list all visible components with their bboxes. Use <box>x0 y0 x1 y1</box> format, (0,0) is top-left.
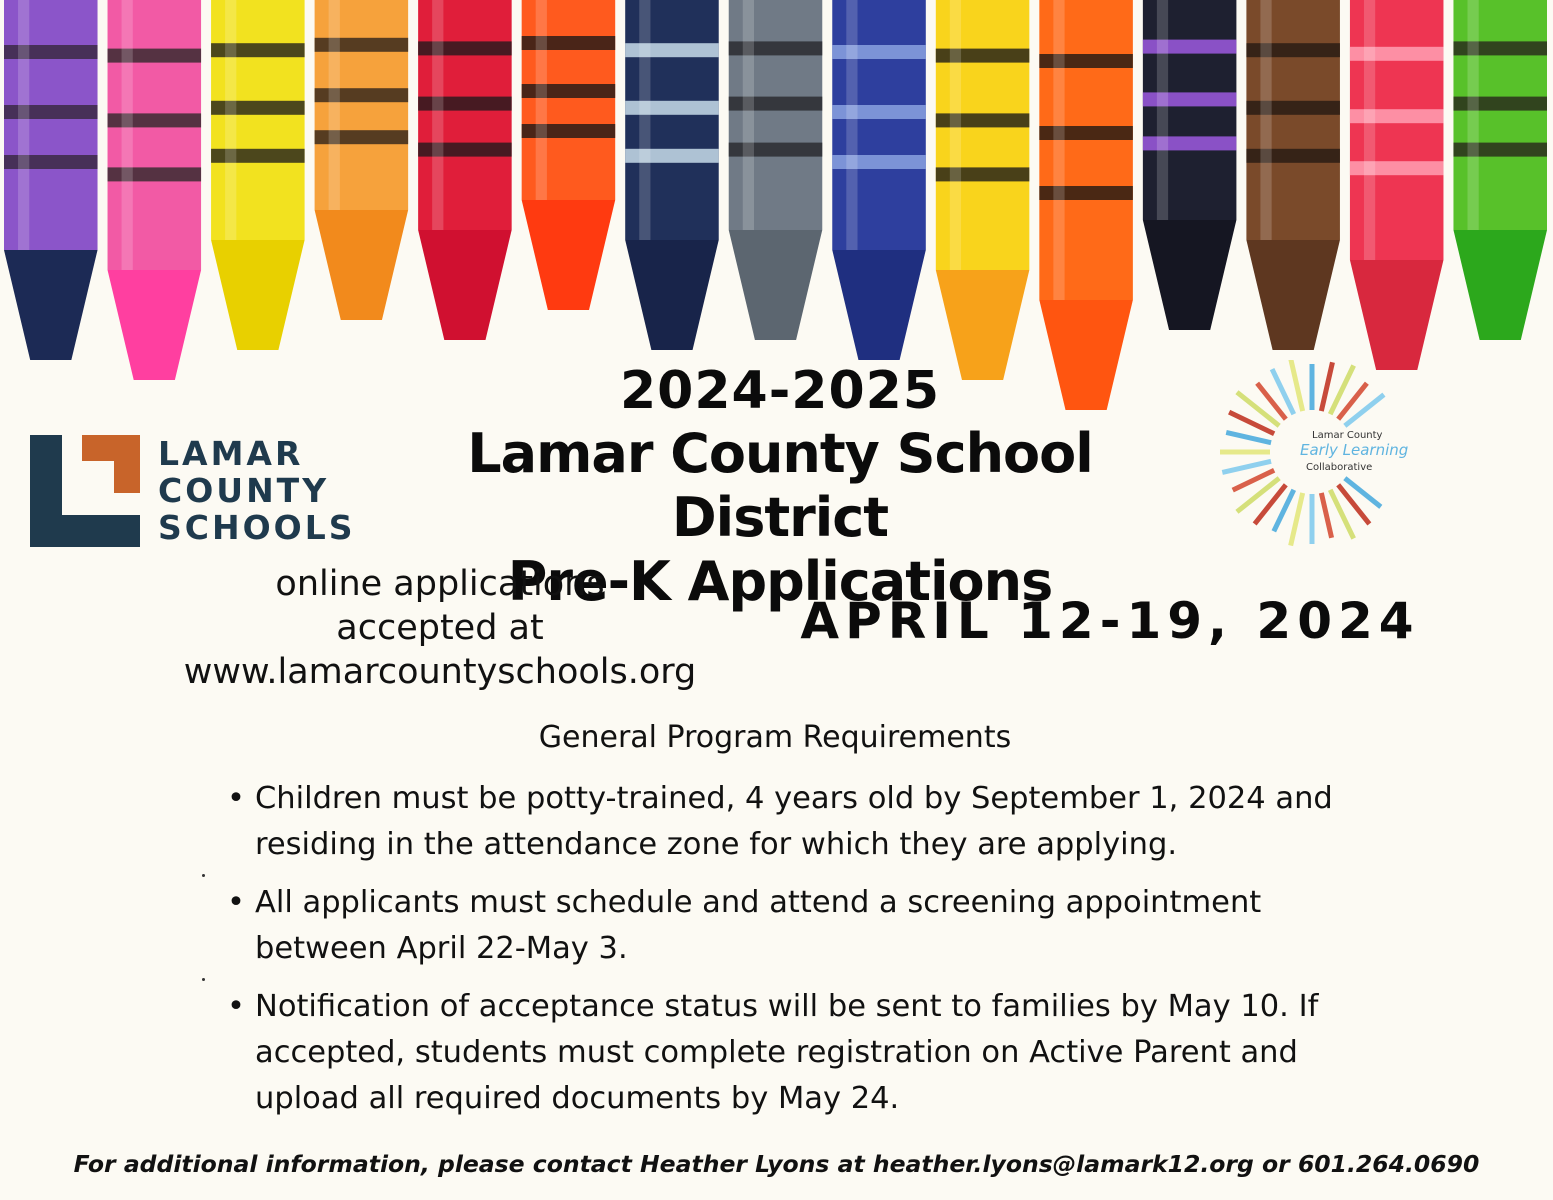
lamar-county-schools-logo <box>30 435 370 555</box>
badge-ray <box>1321 362 1332 411</box>
crayon <box>4 0 98 360</box>
badge-ray <box>1345 395 1384 426</box>
early-learning-collaborative-logo <box>1220 360 1420 550</box>
stray-dot <box>202 874 205 877</box>
crayon <box>1246 0 1340 350</box>
bullet-icon: • <box>227 885 245 920</box>
logo-wordmark <box>158 435 356 546</box>
badge-ray <box>1291 493 1303 546</box>
crayon <box>108 0 202 380</box>
logo-line-1: LAMAR <box>158 434 304 473</box>
crayon <box>729 0 823 340</box>
logo-mark-icon <box>30 435 140 547</box>
title-year: 2024-2025 <box>619 361 941 421</box>
crayon <box>832 0 926 360</box>
online-line-1: online applications <box>275 564 605 604</box>
badge-line-2: Early Learning <box>1300 441 1409 459</box>
badge-ray <box>1226 432 1271 442</box>
crayon <box>418 0 512 340</box>
title-program: Pre-K Applications <box>507 550 1053 613</box>
badge-ray <box>1222 461 1271 472</box>
requirement-item: • Notification of acceptance status will be sent to families by May 10. If accepted, students must complete registration on Active Parent and upload all required documents by May 24. <box>225 984 1365 1122</box>
badge-ray <box>1291 360 1303 411</box>
bullet-icon: • <box>227 989 245 1024</box>
crayon <box>1039 0 1133 410</box>
requirement-item: • Children must be potty-trained, 4 years old by September 1, 2024 and residing in the attendance zone for which they are applying. <box>225 776 1365 868</box>
title-district: Lamar County School District <box>467 422 1093 549</box>
crayon <box>1453 0 1547 340</box>
crayon <box>1350 0 1444 370</box>
crayon <box>522 0 616 310</box>
badge-ray <box>1321 493 1331 538</box>
bullet-icon: • <box>227 781 245 816</box>
requirement-item: • All applicants must schedule and attend a screening appointment between April 22-May 3. <box>225 880 1365 972</box>
requirements-list <box>225 776 1365 1134</box>
logo-line-2: COUNTY <box>158 471 330 510</box>
badge-line-3: Collaborative <box>1306 462 1373 473</box>
online-applications-note <box>150 562 730 694</box>
badge-line-1: Lamar County <box>1312 430 1383 441</box>
crayon <box>625 0 719 350</box>
crayon <box>936 0 1030 380</box>
crayon <box>315 0 409 320</box>
contact-footer: For additional information, please contact Heather Lyons at heather.lyons@lamark12.org or 601.264.0690 <box>73 1150 1480 1178</box>
stray-dot <box>202 978 205 981</box>
online-url[interactable]: www.lamarcountyschools.org <box>183 652 697 692</box>
online-line-2: accepted at <box>336 608 544 648</box>
application-dates: APRIL 12-19, 2024 <box>800 592 1420 650</box>
crayon-banner <box>0 0 1553 420</box>
requirements-heading: General Program Requirements <box>538 720 1012 755</box>
crayon <box>1143 0 1237 330</box>
crayon <box>211 0 305 350</box>
logo-line-3: SCHOOLS <box>158 508 356 547</box>
